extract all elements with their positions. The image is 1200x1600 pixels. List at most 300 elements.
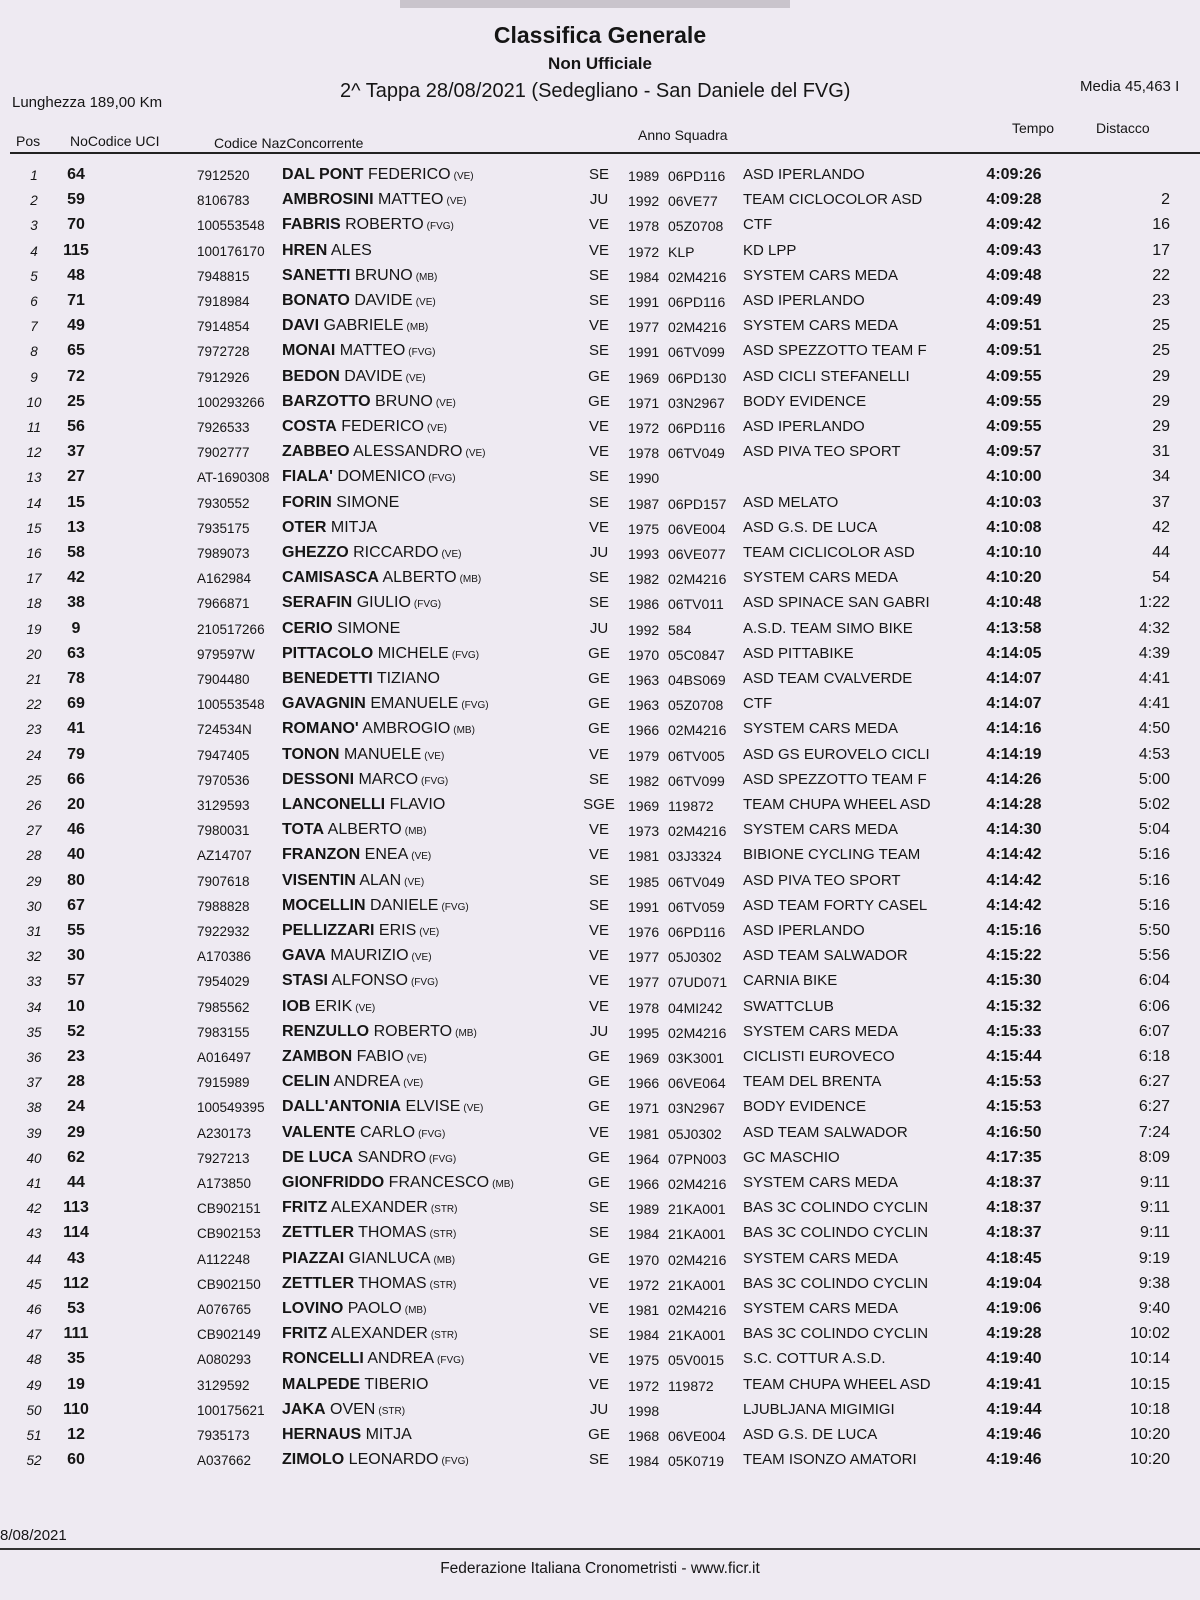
position: 41 xyxy=(26,1176,42,1191)
time-gap: 4:39 xyxy=(1138,644,1170,662)
bib-number: 55 xyxy=(67,922,85,939)
race-time: 4:17:35 xyxy=(986,1148,1042,1166)
rider-name xyxy=(282,846,431,864)
table-row xyxy=(0,645,1200,670)
birth-year: 1964 xyxy=(628,1150,660,1167)
rider-surname: TONON xyxy=(282,745,340,763)
race-time: 4:19:40 xyxy=(986,1350,1042,1368)
rider-surname: HREN xyxy=(282,241,328,259)
category: SE xyxy=(588,569,609,587)
birth-year: 1982 xyxy=(628,772,660,789)
rider-firstname: ALFONSO xyxy=(331,972,408,990)
rider-name xyxy=(282,1199,457,1217)
team-name: S.C. COTTUR A.S.D. xyxy=(743,1350,886,1368)
category: VE xyxy=(588,745,609,763)
rider-region: (VE) xyxy=(426,423,447,434)
category: VE xyxy=(588,518,609,536)
uci-code: 7947405 xyxy=(197,747,250,763)
rider-name xyxy=(282,645,479,663)
team-code: 03N2967 xyxy=(668,1100,725,1117)
col-header-naz-conc: Codice NazConcorrente xyxy=(214,135,364,151)
col-header-no-uci: NoCodice UCI xyxy=(70,133,160,149)
category: SE xyxy=(588,1224,609,1242)
table-row xyxy=(0,292,1200,317)
team-name: ASD SPEZZOTTO TEAM F xyxy=(743,342,927,360)
rider-region: (VE) xyxy=(419,927,440,938)
team-code: 21KA001 xyxy=(668,1276,726,1293)
team-name: SYSTEM CARS MEDA xyxy=(743,266,899,284)
time-gap: 6:07 xyxy=(1138,1022,1170,1040)
uci-code: 7966871 xyxy=(197,596,250,612)
bib-number: 29 xyxy=(67,1123,85,1141)
race-time: 4:09:51 xyxy=(986,317,1042,335)
rider-region: (MB) xyxy=(455,1027,477,1039)
team-name: TEAM CICLICOLOR ASD xyxy=(743,544,915,561)
rider-region: (FVG) xyxy=(421,775,449,787)
team-code: 21KA001 xyxy=(668,1327,726,1344)
birth-year: 1986 xyxy=(628,596,660,613)
race-time: 4:09:55 xyxy=(986,392,1042,410)
rider-region: (VE) xyxy=(446,196,467,208)
race-time: 4:14:07 xyxy=(986,695,1042,713)
time-gap: 5:50 xyxy=(1138,922,1170,939)
position: 34 xyxy=(26,999,42,1015)
rider-region: (VE) xyxy=(411,952,432,964)
position: 8 xyxy=(30,344,38,360)
bib-number: 19 xyxy=(67,1375,85,1393)
time-gap: 29 xyxy=(1152,418,1170,435)
rider-surname: DESSONI xyxy=(282,770,355,788)
team-code: 06PD116 xyxy=(668,924,726,940)
category: GE xyxy=(588,1426,610,1443)
rider-name xyxy=(282,242,375,260)
position: 40 xyxy=(26,1150,42,1166)
team-name: ASD TEAM CVALVERDE xyxy=(743,670,913,687)
race-time: 4:15:16 xyxy=(986,922,1042,939)
rider-firstname: GABRIELE xyxy=(323,317,404,335)
category: VE xyxy=(588,821,609,839)
rider-firstname: DAVIDE xyxy=(344,367,403,385)
rider-firstname: CARLO xyxy=(359,1123,416,1141)
rider-firstname: OVEN xyxy=(330,1400,376,1418)
rider-region: (STR) xyxy=(429,1229,457,1241)
category: GE xyxy=(588,1148,610,1166)
position: 1 xyxy=(30,168,38,183)
team-code: 06PD157 xyxy=(668,495,727,512)
uci-code: 100553548 xyxy=(197,697,265,713)
position: 5 xyxy=(30,268,38,284)
team-name: ASD IPERLANDO xyxy=(743,292,865,309)
table-row xyxy=(0,342,1200,367)
rider-surname: ZETTLER xyxy=(282,1274,354,1292)
birth-year: 1963 xyxy=(628,672,660,688)
rider-region: (MB) xyxy=(459,574,482,586)
race-time: 4:19:06 xyxy=(986,1300,1042,1317)
uci-code: 8106783 xyxy=(197,193,250,209)
time-gap: 9:40 xyxy=(1138,1300,1170,1317)
birth-year: 1984 xyxy=(628,1453,660,1470)
rider-region: (FVG) xyxy=(408,347,436,359)
rider-surname: AMBROSINI xyxy=(282,191,374,209)
team-code: 02M4216 xyxy=(668,268,727,285)
rider-surname: PELLIZZARI xyxy=(282,922,375,939)
rider-firstname: TIZIANO xyxy=(376,670,440,687)
category: SE xyxy=(588,770,609,788)
bib-number: 60 xyxy=(67,1451,85,1469)
rider-region: (VE) xyxy=(405,372,426,384)
bib-number: 115 xyxy=(63,241,89,259)
position: 22 xyxy=(26,697,42,713)
race-time: 4:14:30 xyxy=(986,821,1042,839)
position: 51 xyxy=(26,1428,42,1443)
rider-region: (MB) xyxy=(404,826,427,838)
birth-year: 1989 xyxy=(628,1201,660,1218)
birth-year: 1989 xyxy=(628,168,660,184)
bib-number: 46 xyxy=(67,821,85,839)
birth-year: 1970 xyxy=(628,1251,660,1268)
time-gap: 5:00 xyxy=(1138,770,1170,788)
time-gap: 5:04 xyxy=(1138,821,1170,839)
uci-code: 7912926 xyxy=(197,369,250,385)
rider-name xyxy=(282,569,481,587)
team-code: 06VE004 xyxy=(668,520,726,537)
rider-name xyxy=(282,443,486,461)
race-time: 4:16:50 xyxy=(986,1123,1042,1141)
rider-surname: VALENTE xyxy=(282,1123,356,1141)
team-name: ASD PIVA TEO SPORT xyxy=(743,871,901,889)
uci-code: 7983155 xyxy=(197,1024,250,1040)
team-code: 02M4216 xyxy=(668,1176,727,1192)
rider-firstname: FEDERICO xyxy=(367,166,451,183)
rider-name xyxy=(282,720,475,738)
position: 47 xyxy=(26,1327,42,1343)
position: 10 xyxy=(26,394,42,410)
team-name: ASD PIVA TEO SPORT xyxy=(743,443,901,461)
time-gap: 9:38 xyxy=(1138,1274,1170,1292)
uci-code: A037662 xyxy=(197,1453,252,1469)
team-code: 06PD130 xyxy=(668,369,727,386)
time-gap: 42 xyxy=(1152,518,1170,536)
position: 31 xyxy=(26,924,42,939)
rider-region: (MB) xyxy=(406,322,429,334)
race-time: 4:15:33 xyxy=(986,1022,1042,1040)
uci-code: 7918984 xyxy=(197,294,250,309)
position: 13 xyxy=(26,470,42,486)
bib-number: 49 xyxy=(67,317,85,335)
category: VE xyxy=(588,1375,609,1393)
average-speed: Media 45,463 I xyxy=(1080,78,1180,95)
time-gap: 17 xyxy=(1152,241,1170,259)
team-name: ASD IPERLANDO xyxy=(743,418,865,435)
bib-number: 12 xyxy=(67,1426,85,1443)
category: GE xyxy=(588,1249,610,1267)
position: 52 xyxy=(26,1453,42,1469)
position: 4 xyxy=(30,243,38,259)
team-code: 02M4216 xyxy=(668,1302,727,1318)
team-name: CARNIA BIKE xyxy=(743,972,838,990)
rider-region: (FVG) xyxy=(441,901,469,913)
uci-code: A230173 xyxy=(197,1125,252,1141)
rider-surname: STASI xyxy=(282,972,328,990)
birth-year: 1992 xyxy=(628,621,660,638)
rider-name xyxy=(282,267,437,285)
team-name: ASD G.S. DE LUCA xyxy=(743,518,878,536)
position: 3 xyxy=(30,218,38,234)
rider-surname: FIALA' xyxy=(282,468,333,486)
rider-name xyxy=(282,972,438,990)
bib-number: 56 xyxy=(67,418,85,435)
table-row xyxy=(0,1350,1200,1375)
rider-firstname: ALAN xyxy=(359,871,402,889)
rider-surname: GIONFRIDDO xyxy=(282,1174,385,1191)
rider-name xyxy=(282,1376,431,1394)
rider-name xyxy=(282,1426,415,1444)
team-code: 06TV005 xyxy=(668,747,725,764)
rider-firstname: ANDREA xyxy=(367,1350,435,1368)
rider-firstname: ALEXANDER xyxy=(330,1199,428,1217)
race-time: 4:15:32 xyxy=(986,997,1042,1015)
team-code: 02M4216 xyxy=(668,823,727,840)
team-name: SYSTEM CARS MEDA xyxy=(743,1300,899,1317)
category: SE xyxy=(588,1451,609,1469)
birth-year: 1984 xyxy=(628,1226,660,1243)
position: 32 xyxy=(26,949,42,965)
race-time: 4:09:43 xyxy=(986,241,1042,259)
time-gap: 5:16 xyxy=(1138,871,1170,889)
rider-surname: FRANZON xyxy=(282,846,361,864)
category: SE xyxy=(588,594,609,612)
race-time: 4:14:26 xyxy=(986,770,1042,788)
rider-surname: ZABBEO xyxy=(282,443,350,461)
bib-number: 44 xyxy=(67,1174,85,1191)
team-code: 02M4216 xyxy=(668,1251,727,1268)
rider-surname: MONAI xyxy=(282,342,336,360)
rider-firstname: RICCARDO xyxy=(353,544,439,561)
team-name: SYSTEM CARS MEDA xyxy=(743,1022,899,1040)
uci-code: 7970536 xyxy=(197,772,250,788)
team-code: 02M4216 xyxy=(668,571,727,588)
bib-number: 40 xyxy=(67,846,85,864)
team-code: 05K0719 xyxy=(668,1453,725,1470)
category: JU xyxy=(589,1400,609,1418)
category: GE xyxy=(588,1073,610,1091)
race-time: 4:10:20 xyxy=(986,569,1042,587)
table-row xyxy=(0,796,1200,821)
birth-year: 1970 xyxy=(628,646,660,663)
rider-name xyxy=(282,1124,445,1142)
rider-surname: SERAFIN xyxy=(282,594,353,612)
table-row xyxy=(0,594,1200,619)
table-row xyxy=(0,242,1200,267)
time-gap: 4:53 xyxy=(1138,745,1170,763)
time-gap: 1:22 xyxy=(1138,594,1170,612)
table-row xyxy=(0,620,1200,645)
time-gap: 10:18 xyxy=(1129,1400,1170,1418)
rider-firstname: DANIELE xyxy=(370,896,439,914)
rider-name xyxy=(282,1250,455,1268)
birth-year: 1978 xyxy=(628,218,660,235)
time-gap: 44 xyxy=(1152,544,1170,561)
bib-number: 79 xyxy=(67,745,85,763)
rider-surname: DAVI xyxy=(282,317,320,335)
birth-year: 1991 xyxy=(628,898,660,915)
bib-number: 63 xyxy=(67,644,85,662)
position: 39 xyxy=(26,1125,42,1141)
birth-year: 1966 xyxy=(628,1176,660,1192)
uci-code: 7907618 xyxy=(197,873,250,889)
rider-firstname: THOMAS xyxy=(358,1224,427,1242)
table-row xyxy=(0,695,1200,720)
time-gap: 4:41 xyxy=(1138,670,1170,687)
rider-region: (FVG) xyxy=(451,649,480,661)
bib-number: 64 xyxy=(67,166,85,183)
bib-number: 78 xyxy=(67,670,85,687)
rider-name xyxy=(282,1451,469,1469)
uci-code: 7935175 xyxy=(197,520,250,536)
position: 35 xyxy=(26,1024,42,1040)
team-name: A.S.D. TEAM SIMO BIKE xyxy=(743,619,913,637)
rider-region: (FVG) xyxy=(461,700,489,712)
rider-firstname: MAURIZIO xyxy=(330,947,409,965)
table-row xyxy=(0,720,1200,745)
category: JU xyxy=(589,1022,609,1040)
rider-region: (FVG) xyxy=(410,977,439,989)
category: GE xyxy=(588,392,610,410)
birth-year: 1982 xyxy=(628,571,660,588)
table-row xyxy=(0,468,1200,493)
team-code: 119872 xyxy=(668,798,714,814)
team-code: 06PD116 xyxy=(668,294,726,310)
table-row xyxy=(0,216,1200,241)
birth-year: 1991 xyxy=(628,344,660,361)
category: SE xyxy=(588,266,609,284)
position: 42 xyxy=(26,1201,42,1217)
race-time: 4:09:55 xyxy=(986,367,1042,385)
rider-name xyxy=(282,519,380,537)
table-row xyxy=(0,771,1200,796)
race-time: 4:10:03 xyxy=(986,493,1042,511)
birth-year: 1981 xyxy=(628,1125,660,1142)
birth-year: 1971 xyxy=(628,1100,660,1117)
time-gap: 4:41 xyxy=(1138,695,1170,713)
category: VE xyxy=(588,317,609,335)
rider-surname: VISENTIN xyxy=(282,871,356,889)
category: VE xyxy=(588,418,609,435)
rider-firstname: GIANLUCA xyxy=(348,1249,431,1267)
page-subtitle: Non Ufficiale xyxy=(548,54,652,73)
rider-surname: BONATO xyxy=(282,292,350,309)
birth-year: 1990 xyxy=(628,470,660,487)
uci-code: AZ14707 xyxy=(197,848,252,864)
race-time: 4:14:16 xyxy=(986,720,1042,738)
rider-name xyxy=(282,771,448,789)
table-row xyxy=(0,1023,1200,1048)
category: VE xyxy=(588,1123,609,1141)
team-code: 21KA001 xyxy=(668,1201,726,1218)
bib-number: 71 xyxy=(67,292,85,309)
position: 25 xyxy=(26,772,42,788)
bib-number: 53 xyxy=(67,1300,85,1317)
team-name: SYSTEM CARS MEDA xyxy=(743,821,899,839)
rider-region: (MB) xyxy=(415,271,438,283)
position: 36 xyxy=(26,1050,42,1065)
time-gap: 22 xyxy=(1152,266,1170,284)
rider-surname: FABRIS xyxy=(282,216,341,234)
time-gap: 9:11 xyxy=(1140,1199,1170,1217)
table-row xyxy=(0,1325,1200,1350)
time-gap: 6:18 xyxy=(1138,1048,1170,1065)
race-time: 4:10:00 xyxy=(986,468,1042,486)
table-row xyxy=(0,947,1200,972)
rider-name xyxy=(282,594,441,612)
team-name: BAS 3C COLINDO CYCLIN xyxy=(743,1274,929,1292)
race-time: 4:09:51 xyxy=(986,342,1042,360)
uci-code: 100175621 xyxy=(197,1402,265,1418)
rider-firstname: SIMONE xyxy=(337,619,401,637)
category: GE xyxy=(588,1098,610,1116)
team-name: CTF xyxy=(743,695,773,713)
team-name: KD LPP xyxy=(743,241,797,259)
table-row xyxy=(0,998,1200,1023)
rider-region: (VE) xyxy=(411,851,432,863)
table-row xyxy=(0,1174,1200,1199)
rider-firstname: ERIS xyxy=(378,922,417,939)
race-time: 4:19:46 xyxy=(986,1451,1042,1469)
rider-firstname: ANDREA xyxy=(333,1073,401,1091)
position: 50 xyxy=(26,1402,42,1418)
category: SE xyxy=(588,896,609,914)
table-row xyxy=(0,746,1200,771)
rider-surname: CERIO xyxy=(282,619,333,637)
birth-year: 1995 xyxy=(628,1024,660,1041)
race-time: 4:18:37 xyxy=(986,1174,1042,1191)
category: GE xyxy=(588,1048,610,1065)
rider-name xyxy=(282,1224,456,1242)
rider-firstname: MATTEO xyxy=(339,342,406,360)
bib-number: 70 xyxy=(67,216,85,234)
page-title: Classifica Generale xyxy=(493,22,707,48)
team-name: ASD PITTABIKE xyxy=(743,644,854,662)
rider-surname: FRITZ xyxy=(282,1325,328,1343)
race-time: 4:15:44 xyxy=(986,1048,1042,1065)
team-code: 04MI242 xyxy=(668,999,723,1016)
table-row xyxy=(0,1224,1200,1249)
rider-firstname: ROBERTO xyxy=(345,216,424,234)
bib-number: 52 xyxy=(67,1022,85,1040)
table-row xyxy=(0,1048,1200,1073)
race-time: 4:14:19 xyxy=(986,745,1042,763)
bib-number: 15 xyxy=(67,493,85,511)
birth-year: 1978 xyxy=(628,999,660,1016)
table-row xyxy=(0,1376,1200,1401)
rider-firstname: EMANUELE xyxy=(370,695,459,713)
col-header-pos: Pos xyxy=(16,133,41,149)
table-row xyxy=(0,393,1200,418)
top-tab xyxy=(400,0,790,8)
team-name: BIBIONE CYCLING TEAM xyxy=(743,846,921,864)
rider-surname: LANCONELLI xyxy=(282,796,386,813)
category: VE xyxy=(588,846,609,864)
position: 23 xyxy=(26,722,42,738)
rider-name xyxy=(282,418,447,436)
table-row xyxy=(0,443,1200,468)
rider-name xyxy=(282,216,454,234)
rider-firstname: ENEA xyxy=(364,846,409,864)
rider-region: (VE) xyxy=(435,397,456,409)
rider-firstname: ALBERTO xyxy=(382,569,457,587)
team-code: 584 xyxy=(668,621,692,638)
rider-firstname: MITJA xyxy=(330,518,378,536)
